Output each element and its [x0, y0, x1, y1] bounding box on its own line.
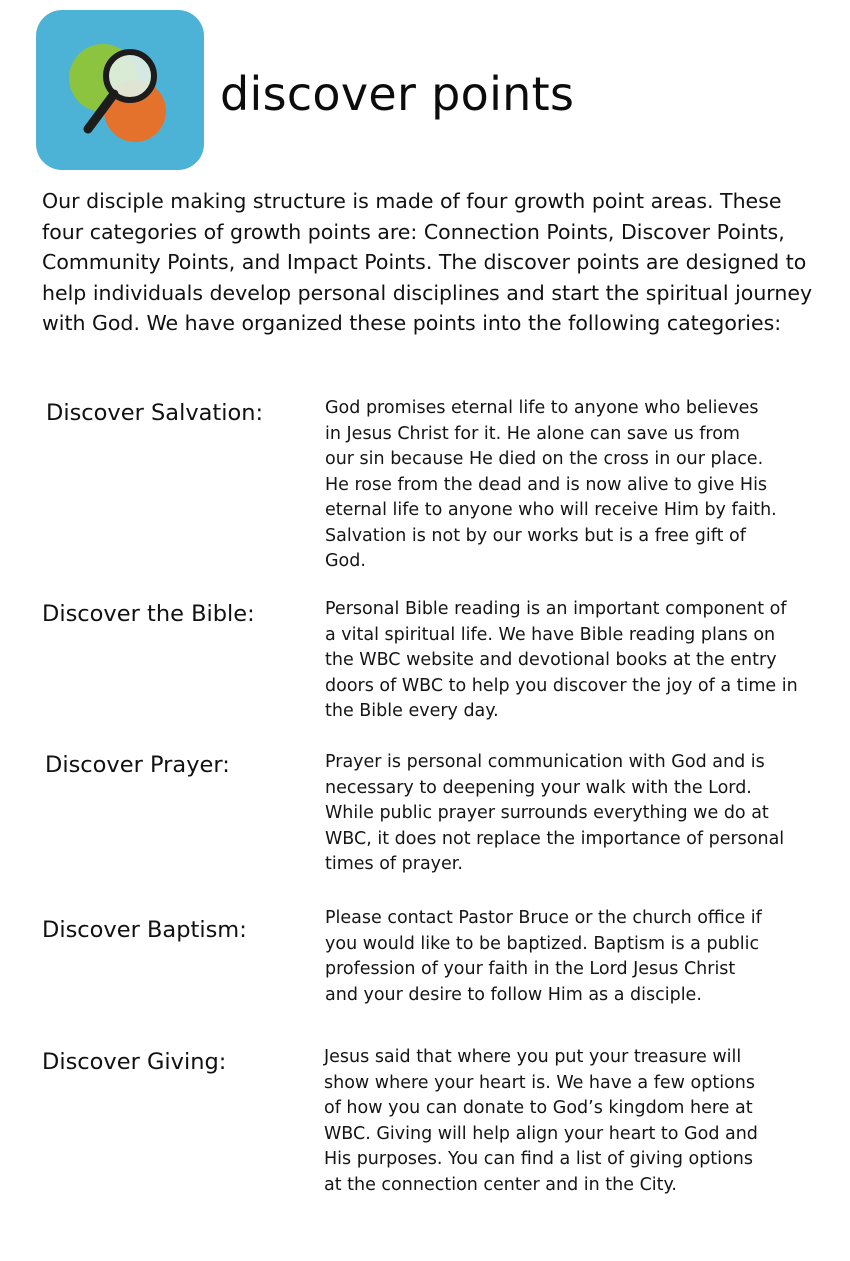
section-body-baptism: Please contact Pastor Bruce or the church office if you would like to be baptized. Baptism is a public profession of your faith in the Lord Jesus Christ and your desire to follow Him as a disciple. — [325, 908, 762, 1005]
section-title-baptism: Discover Baptism: — [42, 917, 247, 943]
section-body-giving: Jesus said that where you put your treasure will show where your heart is. We have a few options of how you can donate to God’s kingdom here at WBC. Giving will help align your heart to God and His purposes. You can find a list of giving options at the connection center and in the City. — [324, 1047, 758, 1195]
section-title-bible: Discover the Bible: — [42, 601, 255, 627]
section-body-salvation: God promises eternal life to anyone who believes in Jesus Christ for it. He alone can save us from our sin because He died on the cross in our place. He rose from the dead and is now alive to give His eternal life to anyone who will receive Him by faith. Salvation is not by our works but is a free gift of God. — [325, 398, 777, 571]
section-title-prayer: Discover Prayer: — [45, 752, 230, 778]
magnifying-glass-icon — [36, 10, 204, 170]
section-body-prayer: Prayer is personal communication with God and is necessary to deepening your walk with the Lord. While public prayer surrounds everything we do at WBC, it does not replace the importance of personal times of prayer. — [325, 752, 785, 874]
app-logo — [36, 10, 204, 170]
intro-paragraph: Our disciple making structure is made of four growth point areas. These four categories of growth points are: Connection Points, Discover Points, Community Points, and Impact Points. The discover points are designed to help individuals develop personal disciplines and start the spiritual journey with God. We have organized these points into the following categories: — [42, 189, 813, 335]
section-title-giving: Discover Giving: — [42, 1049, 227, 1075]
page-title: discover points — [220, 67, 575, 121]
section-title-salvation: Discover Salvation: — [46, 400, 264, 426]
section-body-bible: Personal Bible reading is an important component of a vital spiritual life. We have Bible reading plans on the WBC website and devotional books at the entry doors of WBC to help you discover the joy of a time in the Bible every day. — [325, 599, 798, 721]
